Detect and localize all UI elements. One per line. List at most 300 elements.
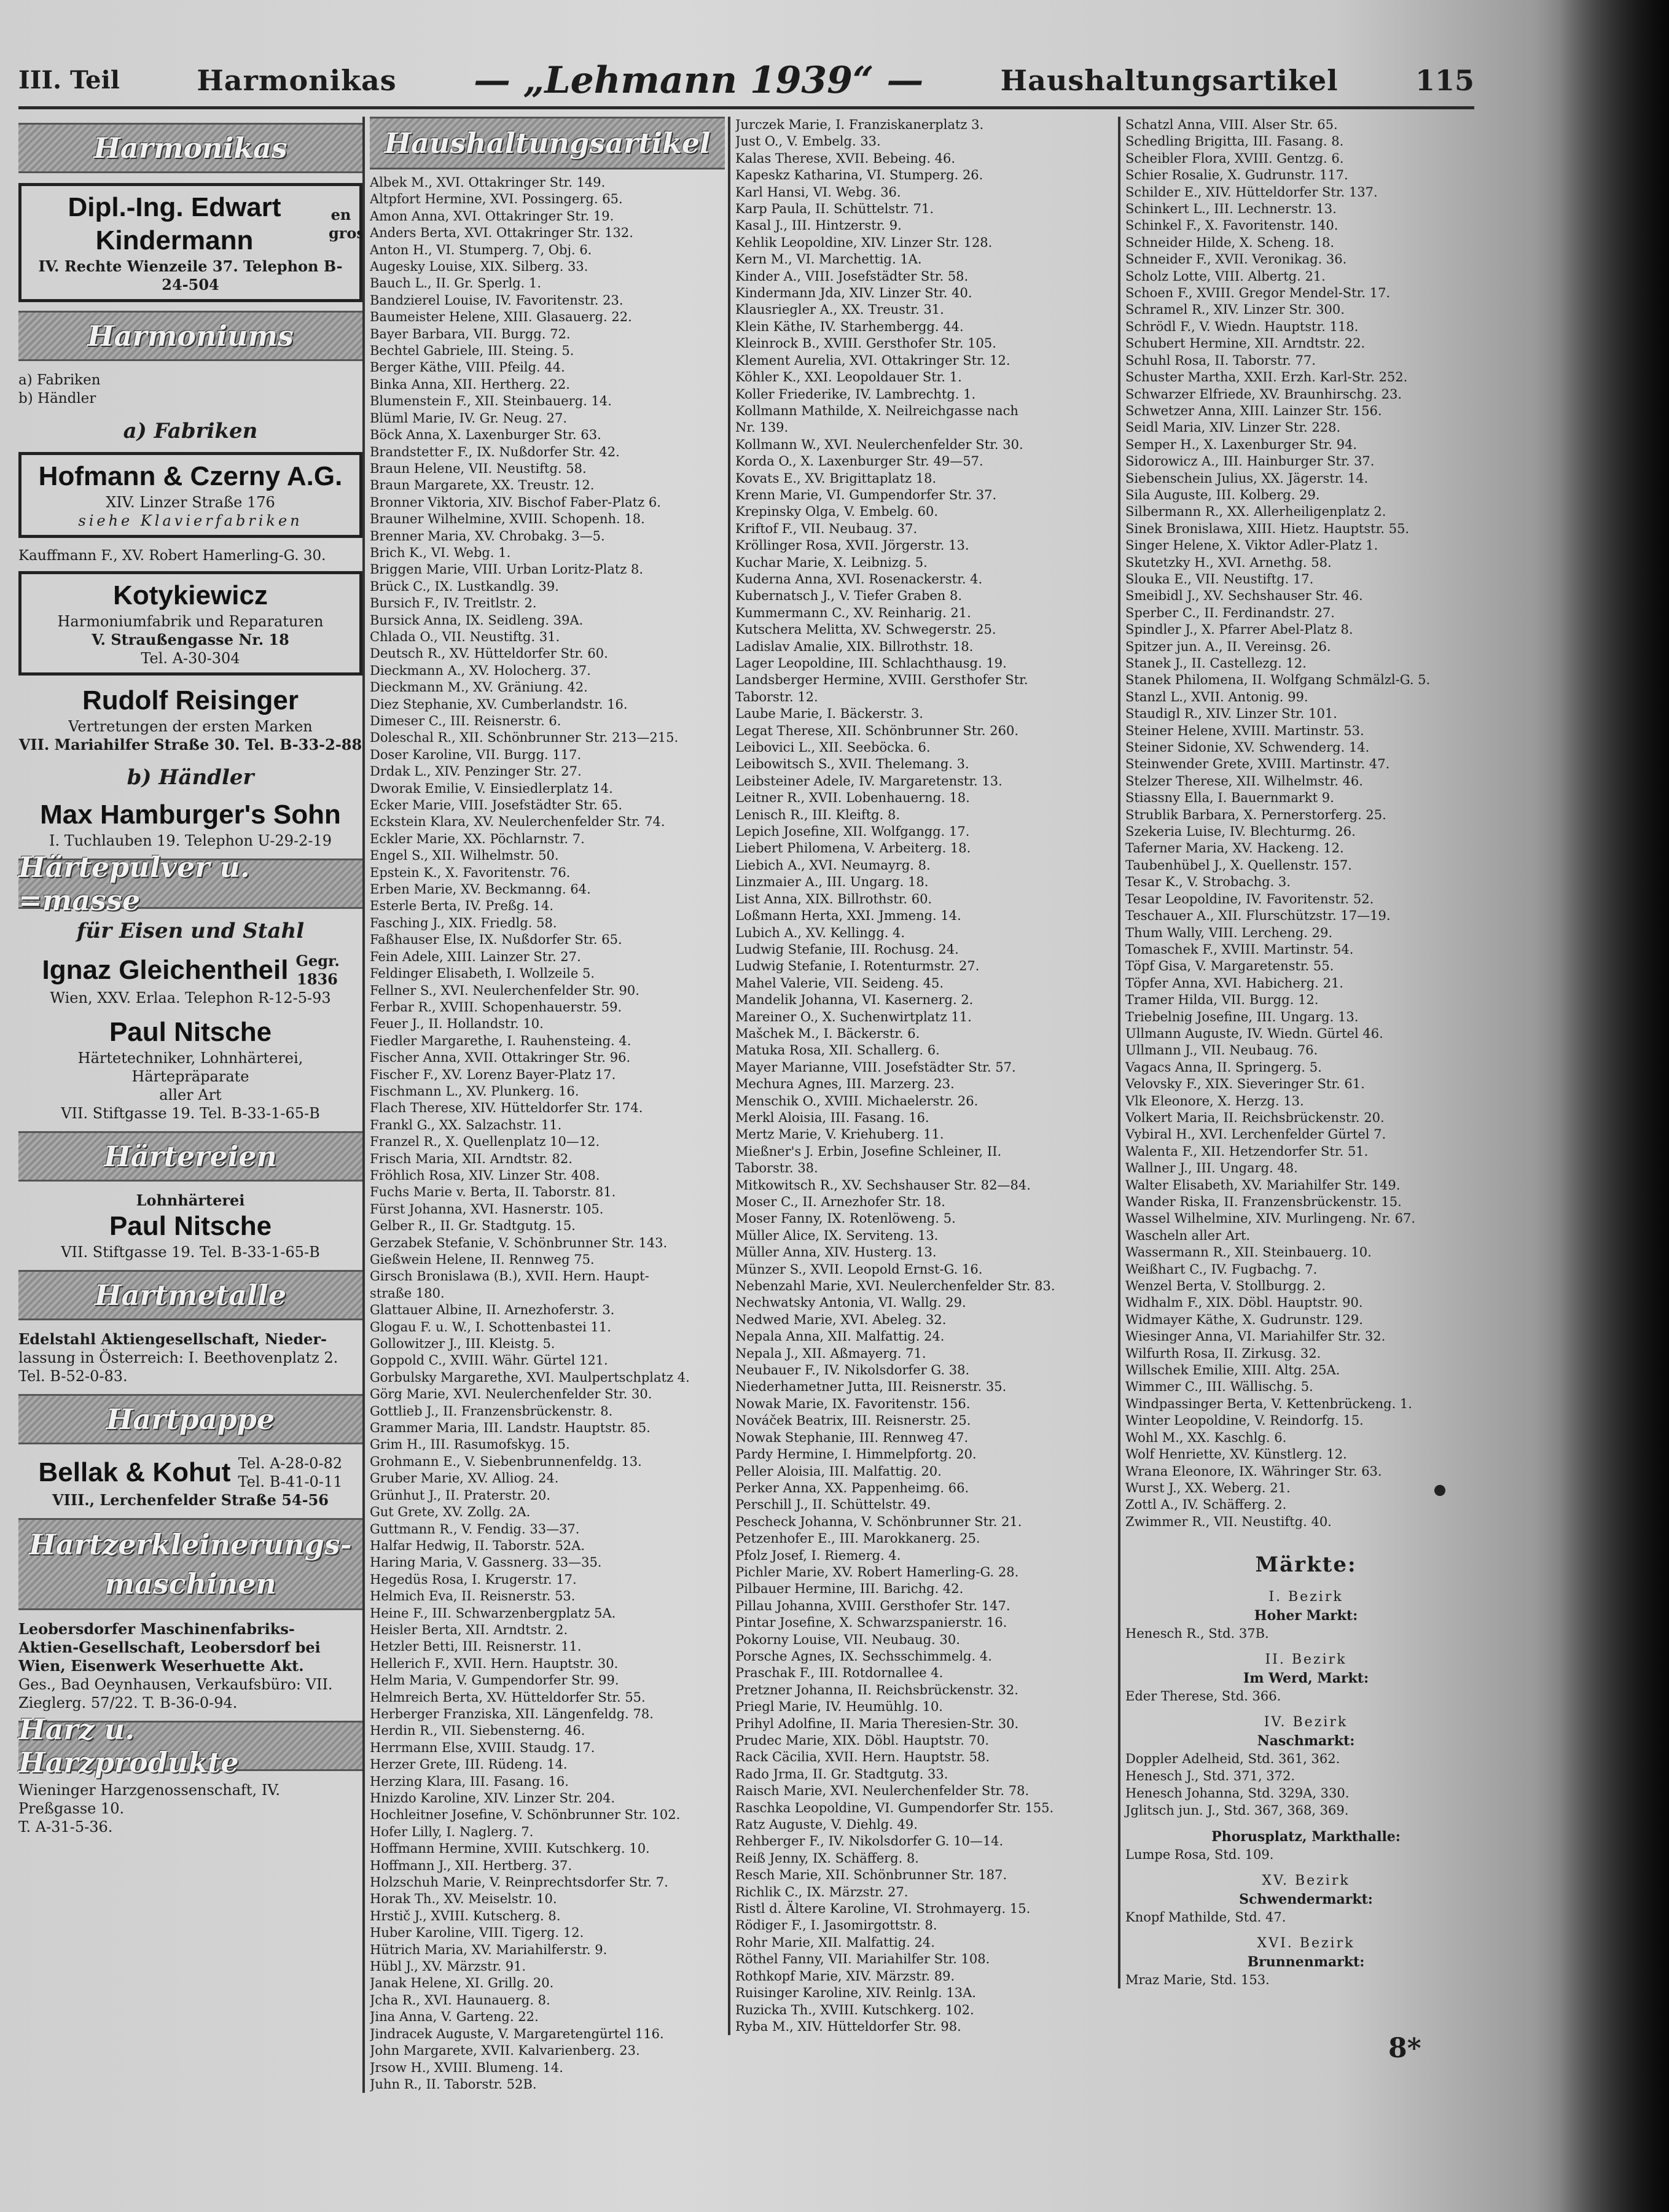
list-item: Bandzierel Louise, IV. Favoritenstr. 23. <box>370 292 623 308</box>
list-item: Walter Elisabeth, XV. Mariahilfer Str. 149. <box>1125 1177 1401 1193</box>
reisinger-ad <box>18 684 362 754</box>
list-item: Feuer J., II. Hollandstr. 10. <box>370 1016 544 1032</box>
list-item: Hegedüs Rosa, I. Krugerstr. 17. <box>370 1571 577 1587</box>
list-item: Skutetzky H., XVI. Arnethg. 58. <box>1125 555 1332 570</box>
district-label: II. Bezirk <box>1265 1652 1347 1668</box>
list-item: Kleinrock B., XVIII. Gersthofer Str. 105. <box>735 336 996 351</box>
list-item: Juhn R., II. Taborstr. 52B. <box>370 2076 537 2092</box>
nitsche-line2: aller Art <box>159 1086 222 1104</box>
list-item: Pokorny Louise, VII. Neubaug. 30. <box>735 1632 960 1647</box>
list-item: Grim H., III. Rasumofskyg. 15. <box>370 1437 570 1452</box>
list-item: Lepich Josefine, XII. Wolfgangg. 17. <box>735 824 970 839</box>
list-item: Deutsch R., XV. Hütteldorfer Str. 60. <box>370 646 608 661</box>
list-item: Erben Marie, XV. Beckmanng. 64. <box>370 882 591 897</box>
kauffmann-line: Kauffmann F., XV. Robert Hamerling-G. 30. <box>18 548 326 564</box>
harmoniums-banner: Harmoniums <box>18 311 362 361</box>
list-item: Jurczek Marie, I. Franziskanerplatz 3. <box>735 117 984 132</box>
list-item: Brandstetter F., IX. Nußdorfer Str. 42. <box>370 444 620 459</box>
list-item: Franzel R., X. Quellenplatz 10—12. <box>370 1134 600 1150</box>
list-item: Wilfurth Rosa, II. Zirkusg. 32. <box>1125 1346 1321 1361</box>
list-item: Sila Auguste, III. Kolberg. 29. <box>1125 487 1320 502</box>
list-item: Hoffmann Hermine, XVIII. Kutschkerg. 10. <box>370 1841 650 1856</box>
list-item: Bechtel Gabriele, III. Steing. 5. <box>370 343 574 359</box>
fabriken-label: a) Fabriken <box>123 419 258 443</box>
gleichentheil-ad <box>18 952 362 1007</box>
list-item: straße 180. <box>370 1285 445 1301</box>
list-item: Raisch Marie, XVI. Neulerchenfelder Str. 78. <box>735 1783 1030 1799</box>
list-item: Tramer Hilda, VII. Burgg. 12. <box>1125 992 1319 1008</box>
hamburger-ad <box>18 798 362 850</box>
nitsche2-ad <box>18 1191 362 1261</box>
list-item: Schwetzer Anna, XIII. Lainzer Str. 156. <box>1125 403 1382 418</box>
list-item: Stelzer Therese, XII. Wilhelmstr. 46. <box>1125 773 1363 789</box>
hofmann-address: XIV. Linzer Straße 176 <box>106 494 275 511</box>
list-item: Fellner S., XVI. Neulerchenfelder Str. 90. <box>370 983 639 998</box>
list-item: Ludwig Stefanie, III. Rochusg. 24. <box>735 941 959 957</box>
list-item: Eckler Marie, XX. Pöchlarnstr. 7. <box>370 831 585 846</box>
list-item: Loßmann Herta, XXI. Jmmeng. 14. <box>735 908 961 924</box>
list-item: Hütrich Maria, XV. Mariahilferstr. 9. <box>370 1942 608 1957</box>
list-item: Schuhl Rosa, II. Taborstr. 77. <box>1125 352 1316 368</box>
hamburger-name: Max Hamburger's Sohn <box>40 800 341 830</box>
list-item: Linzmaier A., III. Ungarg. 18. <box>735 874 929 890</box>
bellak-ad <box>18 1454 362 1509</box>
list-item: Koller Friederike, IV. Lambrechtg. 1. <box>735 386 976 402</box>
list-item: Fasching J., XIX. Friedlg. 58. <box>370 915 557 930</box>
list-item: Velovsky F., XIX. Sieveringer Str. 61. <box>1125 1077 1365 1092</box>
list-item: Pardy Hermine, I. Himmelpfortg. 20. <box>735 1447 977 1462</box>
list-item: Anders Berta, XVI. Ottakringer Str. 132. <box>370 225 633 241</box>
list-item: Blüml Marie, IV. Gr. Neug. 27. <box>370 410 568 426</box>
list-item: Brich K., VI. Webg. 1. <box>370 545 511 560</box>
list-item: Berger Käthe, VIII. Pfeilg. 44. <box>370 360 565 375</box>
list-item: Spitzer jun. A., II. Vereinsg. 26. <box>1125 639 1331 654</box>
list-item: Stanek Philomena, II. Wolfgang Schmälzl-G. 5. <box>1125 672 1431 688</box>
list-item: Pfolz Josef, I. Riemerg. 4. <box>735 1548 901 1563</box>
section-right: Haushaltungsartikel <box>1000 63 1339 97</box>
list-item: Petzenhofer E., III. Marokkanerg. 25. <box>735 1531 980 1546</box>
list-item: Fürst Johanna, XVI. Hasnerstr. 105. <box>370 1201 604 1217</box>
edelstahl-ad <box>18 1330 362 1385</box>
list-item: Ruisinger Karoline, XIV. Reinlg. 13A. <box>735 1985 976 2001</box>
list-item: Gorbulsky Margarethe, XVI. Maulpertschplatz 4. <box>370 1369 690 1385</box>
list-item: Sperber C., II. Ferdinandstr. 27. <box>1125 605 1335 620</box>
list-item: Grammer Maria, III. Landstr. Hauptstr. 85. <box>370 1420 651 1436</box>
list-item: Töpfer Anna, XVI. Habicherg. 21. <box>1125 975 1343 991</box>
nitsche2-address: VII. Stiftgasse 19. Tel. B-33-1-65-B <box>61 1244 320 1261</box>
list-item: Ferbar R., XVIII. Schopenhauerstr. 59. <box>370 999 622 1014</box>
reisinger-line1: Vertretungen der ersten Marken <box>68 718 313 735</box>
list-item: Anton H., VI. Stumperg. 7, Obj. 6. <box>370 242 592 257</box>
kindermann-address: IV. Rechte Wienzeile 37. Telephon B-24-504 <box>38 257 343 294</box>
kotykiewicz-line2: V. Straußengasse Nr. 18 <box>92 631 289 648</box>
kotykiewicz-ad <box>18 571 362 676</box>
list-item: Hochleitner Josefine, V. Schönbrunner Str. 102. <box>370 1807 681 1823</box>
list-item: Brück C., IX. Lustkandlg. 39. <box>370 578 559 594</box>
list-item: Weißhart C., IV. Fugbachg. 7. <box>1125 1261 1318 1277</box>
list-item: Lubich A., XV. Kellingg. 4. <box>735 925 905 940</box>
list-item: Schneider Hilde, X. Scheng. 18. <box>1125 235 1335 250</box>
list-item: Nepala Anna, XII. Malfattig. 24. <box>735 1329 945 1344</box>
markets-list <box>1125 1588 1487 1988</box>
list-item: Slouka E., VII. Neustiftg. 17. <box>1125 571 1314 586</box>
list-item: Frankl G., XX. Salzachstr. 11. <box>370 1117 562 1132</box>
list-item: Kehlik Leopoldine, XIV. Linzer Str. 128. <box>735 235 993 250</box>
nitsche-name: Paul Nitsche <box>109 1017 272 1047</box>
list-item: Siebenschein Julius, XX. Jägerstr. 14. <box>1125 470 1369 486</box>
list-item: Jina Anna, V. Garteng. 22. <box>370 2009 539 2025</box>
list-item: Fischmann L., XV. Plunkerg. 16. <box>370 1083 579 1099</box>
list-item: Görg Marie, XVI. Neulerchenfelder Str. 30. <box>370 1387 652 1402</box>
list-item: Pillau Johanna, XVIII. Gersthofer Str. 147. <box>735 1598 1010 1613</box>
list-item: Müller Anna, XIV. Husterg. 13. <box>735 1245 937 1260</box>
list-item: Strublik Barbara, X. Pernerstorferg. 25. <box>1125 807 1386 822</box>
list-item: Herzing Klara, III. Fasang. 16. <box>370 1774 569 1789</box>
list-item: Volkert Maria, II. Reichsbrückenstr. 20. <box>1125 1110 1385 1125</box>
list-item: Bayer Barbara, VII. Burgg. 72. <box>370 326 571 341</box>
list-item: Esterle Berta, IV. Preßg. 14. <box>370 898 553 914</box>
list-item: Stanzl L., XVII. Antonig. 99. <box>1125 689 1308 704</box>
list-item: Mayer Marianne, VIII. Josefstädter Str. 57. <box>735 1059 1016 1075</box>
nitsche-line3: VII. Stiftgasse 19. Tel. B-33-1-65-B <box>61 1105 320 1122</box>
list-item: Schrödl F., V. Wiedn. Hauptstr. 118. <box>1125 319 1359 334</box>
list-item: Brenner Maria, XV. Chrobakg. 3—5. <box>370 528 605 543</box>
list-item: Merkl Aloisia, III. Fasang. 16. <box>735 1110 929 1125</box>
list-item: Hetzler Betti, III. Reisnerstr. 11. <box>370 1639 582 1654</box>
list-item: Taubenhübel J., X. Quellenstr. 157. <box>1125 857 1352 873</box>
list-item: Leibowitsch S., XVII. Thelemang. 3. <box>735 757 969 772</box>
list-item: Schatzl Anna, VIII. Alser Str. 65. <box>1125 117 1338 132</box>
harz-line2: T. A-31-5-36. <box>18 1818 113 1836</box>
hartpappe-banner: Hartpappe <box>18 1394 362 1444</box>
list-item: Ratz Auguste, V. Diehlg. 49. <box>735 1817 918 1832</box>
list-item: Bursich F., IV. Treitlstr. 2. <box>370 596 537 611</box>
haertereien-banner: Härtereien <box>18 1131 362 1182</box>
list-item: Münzer S., XVII. Leopold Ernst-G. 16. <box>735 1261 983 1277</box>
market-entry: Henesch R., Std. 37B. <box>1125 1626 1269 1641</box>
list-item: Wallner J., III. Ungarg. 48. <box>1125 1161 1298 1176</box>
list-item: Röthel Fanny, VII. Mariahilfer Str. 108. <box>735 1952 990 1967</box>
list-item: Stiassny Ella, I. Bauernmarkt 9. <box>1125 790 1334 806</box>
market-entry: Knopf Mathilde, Std. 47. <box>1125 1910 1286 1925</box>
list-item: Tesar Leopoldine, IV. Favoritenstr. 52. <box>1125 891 1374 906</box>
list-item: Mechura Agnes, III. Marzerg. 23. <box>735 1077 955 1092</box>
list-item: Wiesinger Anna, VI. Mariahilfer Str. 32. <box>1125 1329 1386 1344</box>
list-item: Eckstein Klara, XV. Neulerchenfelder Str. 74. <box>370 814 665 830</box>
list-item: Kollmann Mathilde, X. Neilreichgasse nach <box>735 403 1018 418</box>
list-item: Hübl J., XV. Märzstr. 91. <box>370 1959 526 1974</box>
district-label: XV. Bezirk <box>1262 1873 1350 1889</box>
market-name: Im Werd, Markt: <box>1243 1670 1369 1687</box>
list-item: Kapeskz Katharina, VI. Stumperg. 26. <box>735 168 983 183</box>
leobersdorf-line3: Wien, Eisenwerk Weserhuette Akt. <box>18 1657 304 1675</box>
kindermann-name: Dipl.-Ing. Edwart Kindermann <box>68 192 281 255</box>
book-spine-shadow <box>1558 0 1669 2212</box>
market-name: Phorusplatz, Markthalle: <box>1211 1829 1401 1845</box>
list-item: Leibovici L., XII. Seeböcka. 6. <box>735 740 931 755</box>
list-item: Landsberger Hermine, XVIII. Gersthofer Str. <box>735 672 1028 688</box>
list-item: Glogau F. u. W., I. Schottenbastei 11. <box>370 1319 611 1334</box>
list-item: Kutschera Melitta, XV. Schwegerstr. 25. <box>735 622 996 637</box>
list-item: Nováček Beatrix, III. Reisnerstr. 25. <box>735 1413 971 1428</box>
list-item: Zwimmer R., VII. Neustiftg. 40. <box>1125 1514 1332 1529</box>
list-item: Ullmann Auguste, IV. Wiedn. Gürtel 46. <box>1125 1026 1383 1041</box>
list-item: Hnizdo Karoline, XIV. Linzer Str. 204. <box>370 1791 616 1805</box>
list-item: Smeibidl J., XV. Sechshauser Str. 46. <box>1125 588 1363 604</box>
list-item: Braun Helene, VII. Neustiftg. 58. <box>370 461 587 476</box>
list-item: Gottlieb J., II. Franzensbrückenstr. 8. <box>370 1403 613 1419</box>
entries-column-3 <box>728 117 1115 2035</box>
leobersdorf-line1: Leobersdorfer Maschinenfabriks- <box>18 1620 295 1638</box>
list-item: Fischer Anna, XVII. Ottakringer Str. 96. <box>370 1050 631 1065</box>
list-item: Leibsteiner Adele, IV. Margaretenstr. 13. <box>735 773 1003 789</box>
list-item: Herzer Grete, III. Rüdeng. 14. <box>370 1757 568 1772</box>
list-item: Schwarzer Elfriede, XV. Braunhirschg. 23. <box>1125 386 1402 402</box>
harmonikas-banner: Harmonikas <box>18 123 362 173</box>
list-item: Schneider F., XVII. Veronikag. 36. <box>1125 252 1347 267</box>
bullet-mark <box>1434 1485 1445 1496</box>
list-item: Holzschuh Marie, V. Reinprechtsdorfer Str. 7. <box>370 1875 668 1890</box>
list-item: Kern M., VI. Marchettig. 1A. <box>735 252 922 267</box>
list-item: Stanek J., II. Castellezg. 12. <box>1125 656 1307 671</box>
list-item: Schubert Hermine, XII. Arndtstr. 22. <box>1125 336 1366 351</box>
list-item: Hofer Lilly, I. Naglerg. 7. <box>370 1824 534 1839</box>
bellak-address: VIII., Lerchenfelder Straße 54-56 <box>52 1491 329 1509</box>
district-label: XVI. Bezirk <box>1257 1936 1355 1952</box>
list-item: Nebenzahl Marie, XVI. Neulerchenfelder Str. 83. <box>735 1279 1055 1294</box>
list-item: Peller Aloisia, III. Malfattig. 20. <box>735 1463 942 1479</box>
list-item: Janak Helene, XI. Grillg. 20. <box>370 1976 554 1991</box>
list-item: Grünhut J., II. Praterstr. 20. <box>370 1487 551 1503</box>
list-item: Hoffmann J., XII. Hertberg. 37. <box>370 1858 573 1873</box>
list-item: Pichler Marie, XV. Robert Hamerling-G. 28. <box>735 1564 1019 1579</box>
list-item: Kasal J., III. Hintzerstr. 9. <box>735 218 902 233</box>
list-item: Fuchs Marie v. Berta, II. Taborstr. 81. <box>370 1185 616 1200</box>
hofmann-name: Hofmann & Czerny A.G. <box>38 461 343 491</box>
list-item: Wenzel Berta, V. Stollburgg. 2. <box>1125 1279 1326 1294</box>
list-item: Silbermann R., XX. Allerheiligenplatz 2. <box>1125 504 1386 520</box>
list-item: Liebert Philomena, V. Arbeiterg. 18. <box>735 841 971 856</box>
list-item: Ristl d. Ältere Karoline, VI. Strohmayerg. 15. <box>735 1901 1031 1917</box>
list-item: Ladislav Amalie, XIX. Billrothstr. 18. <box>735 639 974 654</box>
list-item: Nepala J., XII. Aßmayerg. 71. <box>735 1346 926 1361</box>
list-item: Kindermann Jda, XIV. Linzer Str. 40. <box>735 286 972 301</box>
list-item: Rohr Marie, XII. Malfattig. 24. <box>735 1934 935 1950</box>
list-item: Nowak Stephanie, III. Rennweg 47. <box>735 1430 969 1445</box>
list-item: Szekeria Luise, IV. Blechturmg. 26. <box>1125 824 1356 839</box>
list-item: Schuster Martha, XXII. Erzh. Karl-Str. 252. <box>1125 370 1408 385</box>
list-item: Grohmann E., V. Siebenbrunnenfeldg. 13. <box>370 1454 642 1469</box>
gleichentheil-name: Ignaz Gleichentheil <box>42 955 289 985</box>
list-item: Altpfort Hermine, XVI. Possingerg. 65. <box>370 192 623 207</box>
nitsche-ad <box>18 1016 362 1123</box>
list-item: Steinwender Grete, XVIII. Martinstr. 47. <box>1125 757 1390 772</box>
list-item: Mareiner O., X. Suchenwirtplatz 11. <box>735 1009 972 1024</box>
list-item: Mašchek M., I. Bäckerstr. 6. <box>735 1026 920 1041</box>
kotykiewicz-line1: Harmoniumfabrik und Reparaturen <box>57 613 324 630</box>
list-item: Spindler J., X. Pfarrer Abel-Platz 8. <box>1125 622 1353 637</box>
list-item: Taborstr. 38. <box>735 1161 818 1176</box>
list-item: Prudec Marie, XIX. Döbl. Hauptstr. 70. <box>735 1733 990 1748</box>
list-item: Bursick Anna, IX. Seidleng. 39A. <box>370 612 584 628</box>
list-item: Scheibler Flora, XVIII. Gentzg. 6. <box>1125 150 1344 166</box>
list-item: Priegl Marie, IV. Heumühlg. 10. <box>735 1699 943 1715</box>
entry-list <box>1125 117 1487 1530</box>
harz-banner: Harz u. Harzprodukte <box>18 1721 362 1771</box>
list-item: Kriftof F., VII. Neubaug. 37. <box>735 521 918 536</box>
list-item: Rothkopf Marie, XIV. Märzstr. 89. <box>735 1968 955 1984</box>
list-item: Amon Anna, XVI. Ottakringer Str. 19. <box>370 208 614 224</box>
list-item: Wascheln aller Art. <box>1125 1228 1251 1243</box>
list-item: Halfar Hedwig, II. Taborstr. 52A. <box>370 1538 585 1553</box>
kindermann-tag: en gros <box>329 206 365 242</box>
edelstahl-line3: Tel. B-52-0-83. <box>18 1368 128 1385</box>
list-item: Karp Paula, II. Schüttelstr. 71. <box>735 201 934 217</box>
list-item: Matuka Rosa, XII. Schallerg. 6. <box>735 1043 940 1058</box>
list-item: Helm Maria, V. Gumpendorfer Str. 99. <box>370 1673 619 1688</box>
market-name: Naschmarkt: <box>1257 1733 1355 1750</box>
list-item: Augesky Louise, XIX. Silberg. 33. <box>370 259 588 275</box>
list-item: Baumeister Helene, XIII. Glasauerg. 22. <box>370 310 632 325</box>
list-item: Blumenstein F., XII. Steinbauerg. 14. <box>370 394 612 409</box>
list-item: Scholz Lotte, VIII. Albertg. 21. <box>1125 268 1326 284</box>
list-item: Dieckmann M., XV. Gräniung. 42. <box>370 680 588 695</box>
list-item: Haring Maria, V. Gassnerg. 33—35. <box>370 1555 602 1570</box>
list-item: Ruzicka Th., XVIII. Kutschkerg. 102. <box>735 2002 974 2017</box>
list-item: Rack Cäcilia, XVII. Hern. Hauptstr. 58. <box>735 1750 990 1765</box>
kotykiewicz-line3: Tel. A-30-304 <box>141 650 240 667</box>
list-item: Jindracek Auguste, V. Margaretengürtel 116. <box>370 2026 664 2041</box>
list-item: Guttmann R., V. Fendig. 33—37. <box>370 1521 580 1536</box>
list-item: Braun Margarete, XX. Treustr. 12. <box>370 478 595 493</box>
book-title: — „Lehmann 1939“ — <box>474 58 924 102</box>
leobersdorf-line5: Zieglerg. 57/22. T. B-36-0-94. <box>18 1694 238 1712</box>
list-item: Hellerich F., XVII. Hern. Hauptstr. 30. <box>370 1656 619 1671</box>
gleichentheil-tag: Gegr. 1836 <box>295 952 340 988</box>
hofmann-ad <box>18 452 362 538</box>
entry-list <box>735 117 1115 2035</box>
list-item: Wassel Wilhelmine, XIV. Murlingeng. Nr. 67. <box>1125 1211 1416 1226</box>
list-item: Schinkel F., X. Favoritenstr. 140. <box>1125 218 1339 233</box>
list-item: Nr. 139. <box>735 420 789 435</box>
list-item: Menschik O., XVIII. Michaelerstr. 26. <box>735 1093 979 1108</box>
list-item: Teschauer A., XII. Flurschützstr. 17—19. <box>1125 908 1391 924</box>
entries-column-4 <box>1118 117 1487 1988</box>
list-item: Rado Jrma, II. Gr. Stadtgutg. 33. <box>735 1766 948 1782</box>
eisen-label: für Eisen und Stahl <box>76 919 305 943</box>
list-item: Gerzabek Stefanie, V. Schönbrunner Str. 143. <box>370 1235 668 1250</box>
list-item: Wohl M., XX. Kaschlg. 6. <box>1125 1430 1287 1445</box>
list-item: Klement Aurelia, XVI. Ottakringer Str. 12. <box>735 352 1010 368</box>
list-item: Rehberger F., IV. Nikolsdorfer G. 10—14. <box>735 1834 1004 1849</box>
list-item: Steiner Helene, XVIII. Martinstr. 53. <box>1125 723 1364 738</box>
list-item: Krenn Marie, VI. Gumpendorfer Str. 37. <box>735 487 997 502</box>
list-item: Mahel Valerie, VII. Seideng. 45. <box>735 975 944 991</box>
list-item: Lenisch R., III. Kleiftg. 8. <box>735 807 901 822</box>
list-item: Walenta F., XII. Hetzendorfer Str. 51. <box>1125 1143 1369 1159</box>
list-item: Jrsow H., XVIII. Blumeng. 14. <box>370 2060 563 2075</box>
leobersdorf-ad <box>18 1620 362 1712</box>
list-item: Kröllinger Rosa, XVII. Jörgerstr. 13. <box>735 538 969 553</box>
list-item: List Anna, XIX. Billrothstr. 60. <box>735 891 932 906</box>
list-item: Just O., V. Embelg. 33. <box>735 134 881 149</box>
list-item: Pescheck Johanna, V. Schönbrunner Str. 21. <box>735 1514 1022 1529</box>
list-item: Frisch Maria, XII. Arndtstr. 82. <box>370 1151 573 1166</box>
list-item: Helmich Eva, II. Reisnerstr. 53. <box>370 1589 576 1604</box>
list-item: Fiedler Margarethe, I. Rauhensteing. 4. <box>370 1033 631 1048</box>
list-item: Kollmann W., XVI. Neulerchenfelder Str. 30. <box>735 437 1023 452</box>
list-item: Raschka Leopoldine, VI. Gumpendorfer Str. 155. <box>735 1800 1054 1815</box>
list-item: Kovats E., XV. Brigittaplatz 18. <box>735 470 937 486</box>
list-item: Müller Alice, IX. Serviteng. 13. <box>735 1228 939 1243</box>
list-item: Bauch L., II. Gr. Sperlg. 1. <box>370 276 542 291</box>
list-item: Richlik C., IX. Märzstr. 27. <box>735 1884 909 1899</box>
list-item: Steiner Sidonie, XV. Schwenderg. 14. <box>1125 740 1370 755</box>
list-item: Prihyl Adolfine, II. Maria Theresien-Str. 30. <box>735 1716 1019 1731</box>
list-item: Heine F., III. Schwarzenbergplatz 5A. <box>370 1605 616 1621</box>
list-item: Bronner Viktoria, XIV. Bischof Faber-Platz 6. <box>370 494 661 510</box>
list-item: Tomaschek F., XVIII. Martinstr. 54. <box>1125 941 1354 957</box>
list-item: Schinkert L., III. Lechnerstr. 13. <box>1125 201 1337 217</box>
list-item: Karl Hansi, VI. Webg. 36. <box>735 184 901 200</box>
list-item: Girsch Bronislawa (B.), XVII. Hern. Haupt- <box>370 1269 649 1284</box>
bellak-name: Bellak & Kohut <box>38 1457 231 1487</box>
list-item: Kuchar Marie, X. Leibnizg. 5. <box>735 555 928 570</box>
list-item: Kubernatsch J., V. Tiefer Graben 8. <box>735 588 963 604</box>
list-item: Klein Käthe, IV. Starhembergg. 44. <box>735 319 964 334</box>
list-item: Jcha R., XVI. Haunauerg. 8. <box>370 1992 550 2008</box>
list-item: Herdin R., VII. Siebensterng. 46. <box>370 1723 585 1739</box>
list-item: Töpf Gisa, V. Margaretenstr. 55. <box>1125 959 1334 974</box>
kotykiewicz-name: Kotykiewicz <box>113 580 268 610</box>
hamburger-address: I. Tuchlauben 19. Telephon U-29-2-19 <box>49 832 332 849</box>
list-item: Mitkowitsch R., XV. Sechshauser Str. 82—84. <box>735 1177 1031 1193</box>
list-item: Brauner Wilhelmine, XVIII. Schopenh. 18. <box>370 512 645 527</box>
list-item: Helmreich Berta, XV. Hütteldorfer Str. 55. <box>370 1689 646 1705</box>
list-item: Engel S., XII. Wilhelmstr. 50. <box>370 848 559 863</box>
market-entry: Lumpe Rosa, Std. 109. <box>1125 1847 1274 1863</box>
list-item: Taborstr. 12. <box>735 689 818 704</box>
list-item: Triebelnig Josefine, III. Ungarg. 13. <box>1125 1009 1359 1024</box>
list-item: Gießwein Helene, II. Rennweg 75. <box>370 1252 595 1267</box>
list-item: Mertz Marie, V. Kriehuberg. 11. <box>735 1127 944 1142</box>
list-item: Schilder E., XIV. Hütteldorfer Str. 137. <box>1125 184 1378 200</box>
list-item: Krepinsky Olga, V. Embelg. 60. <box>735 504 938 520</box>
page-number: 115 <box>1415 63 1474 97</box>
bellak-tel1: Tel. A-28-0-82 <box>238 1455 343 1472</box>
list-item: Pretzner Johanna, II. Reichsbrückenstr. 32. <box>735 1682 1018 1697</box>
harz-line1: Wieninger Harzgenossenschaft, IV. Preßgasse 10. <box>18 1782 281 1817</box>
harmoniums-b: b) Händler <box>18 391 96 407</box>
list-item: Gruber Marie, XV. Alliog. 24. <box>370 1471 559 1486</box>
list-item: Nedwed Marie, XVI. Abeleg. 32. <box>735 1312 947 1327</box>
harz-ad <box>18 1781 362 1836</box>
list-item: Mandelik Johanna, VI. Kasernerg. 2. <box>735 992 974 1008</box>
list-item: Herberger Franziska, XII. Längenfeldg. 78. <box>370 1706 654 1721</box>
spacer <box>1125 1819 1487 1828</box>
list-item: Schedling Brigitta, III. Fasang. 8. <box>1125 134 1344 149</box>
list-item: Sinek Bronislawa, XIII. Hietz. Hauptstr. 55. <box>1125 521 1410 536</box>
list-item: Feldinger Elisabeth, I. Wollzeile 5. <box>370 966 595 981</box>
market-entry: Henesch Johanna, Std. 329A, 330. <box>1125 1786 1350 1801</box>
list-item: Windpassinger Berta, V. Kettenbrückeng. 1. <box>1125 1396 1412 1411</box>
list-item: Wimmer C., III. Wällischg. 5. <box>1125 1379 1313 1395</box>
list-item: Seidl Maria, XIV. Linzer Str. 228. <box>1125 420 1341 435</box>
list-item: Wolf Henriette, XV. Künstlerg. 12. <box>1125 1447 1347 1462</box>
maerkte-title: Märkte: <box>1255 1552 1357 1578</box>
section-title: Haushaltungsartikel <box>370 117 725 169</box>
list-item: Flach Therese, XIV. Hütteldorfer Str. 174. <box>370 1100 643 1116</box>
